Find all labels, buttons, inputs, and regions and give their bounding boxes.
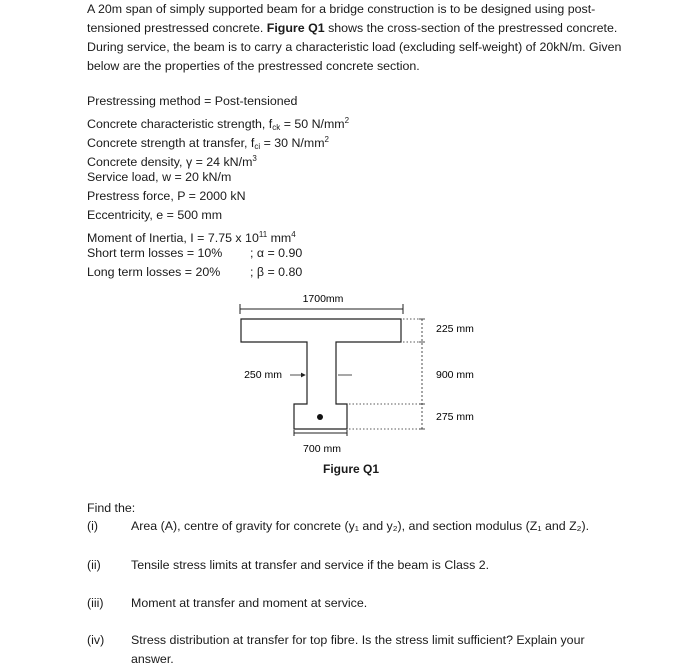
task-text: Stress distribution at transfer for top fibre. Is the stress limit sufficient? Explain your answer. <box>131 633 585 666</box>
inertia-unit: mm <box>267 231 292 245</box>
tendon-dot <box>317 414 323 420</box>
task-number: (iv) <box>87 633 105 647</box>
task-text: Moment at transfer and moment at service. <box>131 596 368 610</box>
fci-subscript: ci <box>254 142 261 151</box>
fck-subscript: ck <box>272 123 281 132</box>
task-text: Tensile stress limits at transfer and service if the beam is Class 2. <box>131 558 490 572</box>
web-width-label: 250 mm <box>244 369 282 381</box>
inertia-exponent: 11 <box>258 230 268 239</box>
intro-part1: A 20m span of simply supported beam for a bridge construction is to be designed using post-tensioned prestressed concrete. <box>87 2 596 35</box>
intro-part2: shows the cross-section of the prestressed concrete. During service, the beam is to carry a characteristic load (excluding self-weight) of 20kN/m. Given below are the properties of the prestressed concrete section. <box>87 21 622 73</box>
task-number: (ii) <box>87 558 101 572</box>
fck-label: Concrete characteristic strength, f <box>87 117 273 131</box>
top-width-label: 1700mm <box>302 293 344 305</box>
prop-service-load: Service load, w = 20 kN/m <box>87 170 232 184</box>
fci-label: Concrete strength at transfer, f <box>87 136 255 150</box>
long-term-text: Long term losses = 20% <box>87 265 221 279</box>
fck-exponent: 2 <box>344 116 350 125</box>
prop-eccentricity: Eccentricity, e = 500 mm <box>87 208 223 222</box>
inertia-label: Moment of Inertia, I = 7.75 x 10 <box>87 231 259 245</box>
density-text: Concrete density, γ = 24 kN/m <box>87 155 253 169</box>
prop-prestress-force: Prestress force, P = 2000 kN <box>87 189 246 203</box>
fci-value: = 30 N/mm <box>260 136 325 150</box>
beta-value: ; β = 0.80 <box>250 265 303 279</box>
figure-reference: Figure Q1 <box>266 21 325 35</box>
task-text: Area (A), centre of gravity for concrete (y₁ and y₂), and section modulus (Z₁ and Z₂). <box>131 519 590 533</box>
top-width-dimension-line <box>240 304 403 314</box>
fci-exponent: 2 <box>324 135 329 144</box>
flange-depth-label: 225 mm <box>436 323 474 335</box>
find-heading: Find the: <box>87 501 136 515</box>
task-number: (iii) <box>87 596 104 610</box>
web-depth-label: 900 mm <box>436 369 474 381</box>
alpha-value: ; α = 0.90 <box>250 246 303 260</box>
density-exponent: 3 <box>252 154 257 163</box>
short-term-text: Short term losses = 10% <box>87 246 223 260</box>
bottom-width-label: 700 mm <box>303 443 341 455</box>
figure-caption: Figure Q1 <box>323 462 380 476</box>
fck-value: = 50 N/mm <box>280 117 345 131</box>
bottom-width-dimension-line <box>294 430 347 436</box>
inertia-unit-exponent: 4 <box>291 230 296 239</box>
bulb-depth-label: 275 mm <box>436 411 474 423</box>
task-number: (i) <box>87 519 99 533</box>
prop-method: Prestressing method = Post-tensioned <box>87 94 298 108</box>
